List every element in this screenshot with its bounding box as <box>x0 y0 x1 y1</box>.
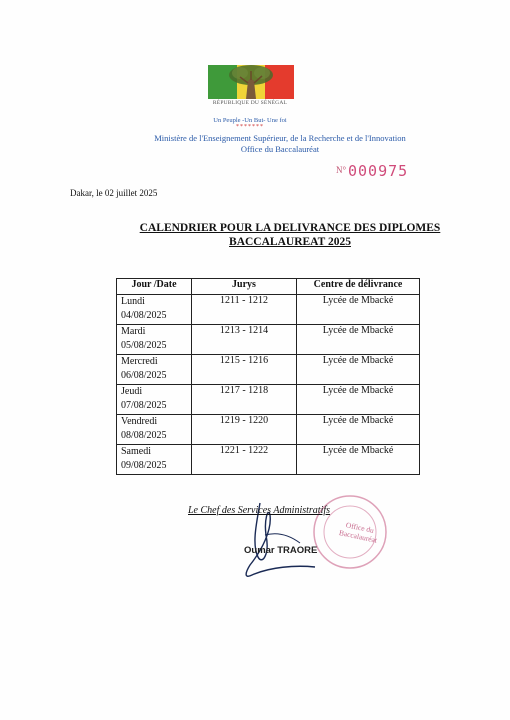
centre-cell: Lycée de Mbacké <box>297 445 420 475</box>
day-cell <box>117 445 192 475</box>
document-title <box>100 221 480 249</box>
day-name: Samedi <box>121 446 151 457</box>
baobab-icon <box>226 63 276 101</box>
date-line: Dakar, le 02 juillet 2025 <box>70 188 158 198</box>
stars-divider: ******* <box>236 124 264 130</box>
title-line-2: BACCALAUREAT 2025 <box>229 236 351 248</box>
day-date: 04/08/2025 <box>121 310 167 321</box>
number-label: N° <box>336 165 347 175</box>
table-row <box>117 295 420 325</box>
jury-cell: 1221 - 1222 <box>192 445 297 475</box>
schedule-table <box>116 278 420 475</box>
ministry-header <box>140 133 420 155</box>
day-cell <box>117 385 192 415</box>
table-row <box>117 355 420 385</box>
day-date: 06/08/2025 <box>121 370 167 381</box>
ministry-name: Ministère de l'Enseignement Supérieur, de la Recherche et de l'Innovation <box>154 133 406 143</box>
jury-cell: 1219 - 1220 <box>192 415 297 445</box>
stamp-text: Office du Baccalauréat <box>338 520 378 545</box>
column-header: Centre de délivrance <box>297 279 420 295</box>
senegal-emblem <box>208 65 294 99</box>
office-name: Office du Baccalauréat <box>240 144 320 154</box>
table-row <box>117 325 420 355</box>
centre-cell: Lycée de Mbacké <box>297 415 420 445</box>
table-row <box>117 445 420 475</box>
day-name: Vendredi <box>121 416 158 427</box>
table-row <box>117 415 420 445</box>
column-header: Jurys <box>192 279 297 295</box>
centre-cell: Lycée de Mbacké <box>297 325 420 355</box>
republic-name: RÉPUBLIQUE DU SÉNÉGAL <box>212 100 288 106</box>
jury-cell: 1215 - 1216 <box>192 355 297 385</box>
number-value: 000975 <box>348 162 409 180</box>
document-number <box>336 162 426 182</box>
jury-cell: 1217 - 1218 <box>192 385 297 415</box>
day-cell <box>117 415 192 445</box>
day-cell <box>117 325 192 355</box>
table-row <box>117 385 420 415</box>
national-motto: Un Peuple -Un But- Une foi <box>213 117 287 124</box>
day-date: 08/08/2025 <box>121 430 167 441</box>
day-name: Mardi <box>121 326 146 337</box>
jury-cell: 1211 - 1212 <box>192 295 297 325</box>
column-header: Jour /Date <box>117 279 192 295</box>
day-date: 07/08/2025 <box>121 400 167 411</box>
centre-cell: Lycée de Mbacké <box>297 295 420 325</box>
day-date: 09/08/2025 <box>121 460 167 471</box>
day-name: Lundi <box>121 296 145 307</box>
day-cell <box>117 295 192 325</box>
day-name: Mercredi <box>121 356 158 367</box>
day-cell <box>117 355 192 385</box>
title-line-1: CALENDRIER POUR LA DELIVRANCE DES DIPLOMES <box>139 222 441 234</box>
centre-cell: Lycée de Mbacké <box>297 385 420 415</box>
day-name: Jeudi <box>121 386 143 397</box>
jury-cell: 1213 - 1214 <box>192 325 297 355</box>
centre-cell: Lycée de Mbacké <box>297 355 420 385</box>
table-header-row <box>117 279 420 295</box>
day-date: 05/08/2025 <box>121 340 167 351</box>
signatory-name: Oumar TRAORE <box>244 545 318 556</box>
signatory-title: Le Chef des Services Administratifs <box>188 505 331 516</box>
